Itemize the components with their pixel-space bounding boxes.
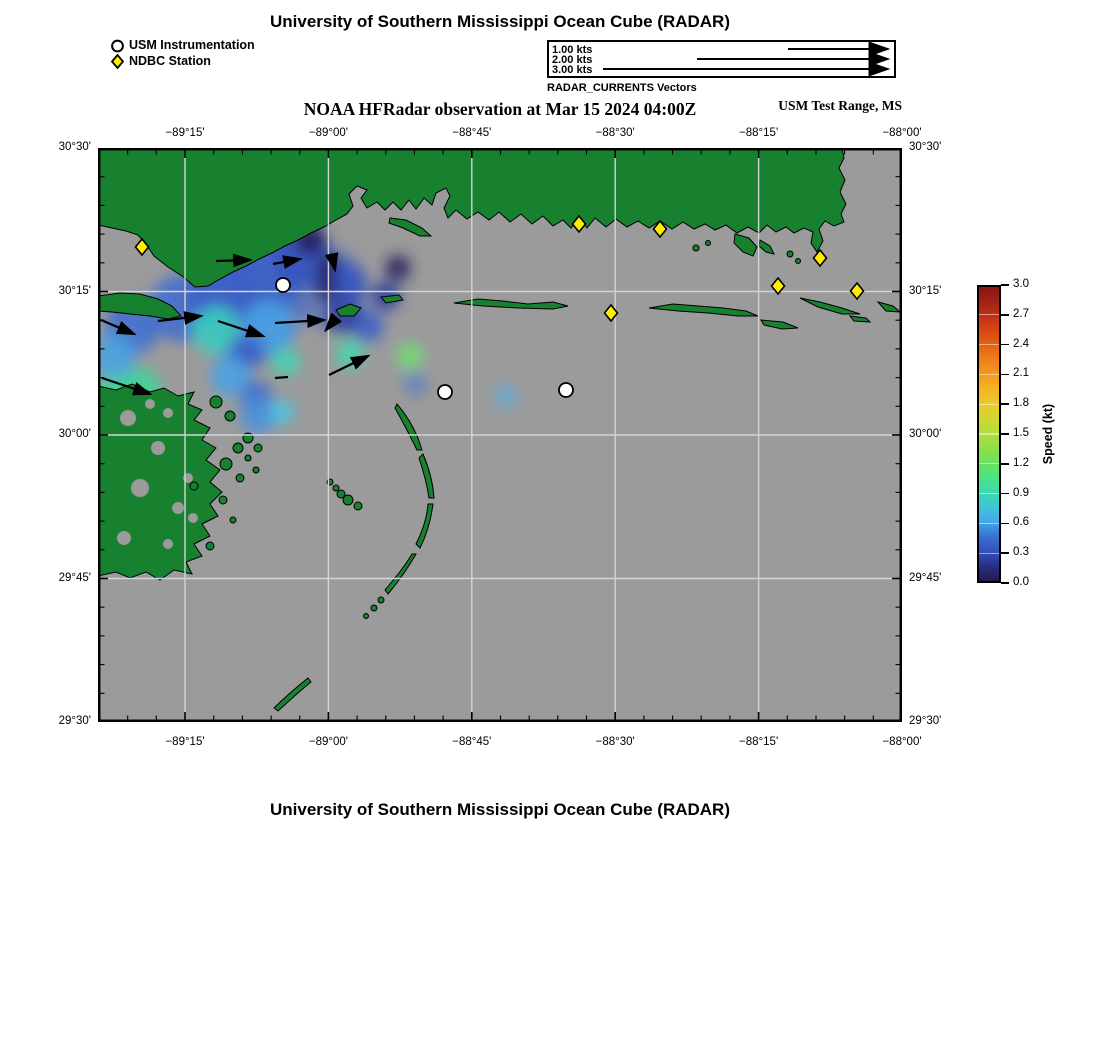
x-axis-label-top: −88°45' [452, 127, 492, 139]
colorbar-tick-label: 1.8 [1013, 397, 1029, 410]
y-axis-label-left: 30°15' [58, 284, 91, 297]
colorbar-gridline [979, 404, 999, 405]
x-axis-label-top: −89°15' [165, 127, 205, 139]
legend-ndbc-label: NDBC Station [129, 54, 211, 68]
colorbar-tick [1001, 374, 1009, 376]
colorbar-tick-label: 0.3 [1013, 546, 1029, 559]
y-axis-label-right: 30°00' [909, 428, 942, 440]
legend-row-usm [110, 37, 255, 53]
vector-scale-box [547, 40, 896, 78]
colorbar-gridline [979, 523, 999, 524]
colorbar-gridline [979, 374, 999, 375]
colorbar-tick [1001, 523, 1009, 525]
x-axis-label-bottom: −89°00' [308, 736, 348, 748]
map-legend [110, 37, 255, 69]
colorbar-gridline [979, 433, 999, 434]
y-axis-label-right: 29°45' [909, 571, 942, 584]
colorbar-tick [1001, 493, 1009, 495]
colorbar-tick-label: 0.9 [1013, 486, 1029, 499]
y-axis-label-right: 30°15' [909, 284, 942, 297]
vector-scale-arrows [549, 42, 894, 76]
colorbar-tick-label: 1.5 [1013, 427, 1029, 439]
vector-scale-label: 2.00 kts [552, 54, 593, 66]
y-axis-label-right: 30°30' [909, 141, 942, 153]
x-axis-label-top: −88°00' [882, 127, 922, 139]
y-axis-label-left: 30°00' [58, 428, 91, 440]
usm-station-marker [276, 278, 290, 292]
map-frame [98, 148, 902, 722]
colorbar-tick [1001, 284, 1009, 286]
x-axis-label-bottom: −88°30' [595, 736, 635, 748]
y-axis-label-left: 29°45' [58, 571, 91, 584]
colorbar-tick [1001, 403, 1009, 405]
observation-subtitle: NOAA HFRadar observation at Mar 15 2024 04:00Z [303, 99, 697, 119]
colorbar-tick [1001, 552, 1009, 554]
colorbar-tick-label: 0.0 [1013, 576, 1029, 588]
x-axis-label-bottom: −88°00' [882, 736, 922, 748]
x-axis-label-bottom: −88°45' [452, 736, 492, 748]
usm-instrumentation-icon [110, 38, 125, 53]
colorbar-gridline [979, 463, 999, 464]
usm-station-marker [559, 383, 573, 397]
vector-scale-caption: RADAR_CURRENTS Vectors [547, 82, 697, 94]
colorbar-tick-label: 1.2 [1013, 456, 1029, 469]
page-title: University of Southern Mississippi Ocean Cube (RADAR) [269, 12, 730, 31]
x-axis-label-top: −89°00' [308, 127, 348, 139]
colorbar-tick [1001, 433, 1009, 435]
colorbar-tick-label: 2.7 [1013, 307, 1029, 320]
colorbar-tick-label: 0.6 [1013, 516, 1029, 529]
region-label: USM Test Range, MS [778, 98, 902, 113]
y-axis-label-left: 30°30' [58, 141, 91, 153]
bottom-title: University of Southern Mississippi Ocean Cube (RADAR) [269, 800, 730, 819]
colorbar-tick [1001, 344, 1009, 346]
x-axis-label-bottom: −89°15' [165, 736, 205, 748]
usm-station-marker [438, 385, 452, 399]
colorbar-tick [1001, 463, 1009, 465]
x-axis-label-top: −88°30' [595, 127, 635, 139]
x-axis-label-top: −88°15' [739, 127, 779, 139]
colorbar-tick [1001, 582, 1009, 584]
vector-scale-label: 3.00 kts [552, 64, 593, 76]
colorbar-tick [1001, 314, 1009, 316]
colorbar-tick-label: 2.4 [1013, 337, 1029, 350]
vector-scale-label: 1.00 kts [552, 44, 593, 56]
x-axis-label-bottom: −88°15' [739, 736, 779, 748]
colorbar-tick-label: 3.0 [1013, 278, 1029, 290]
legend-row-ndbc [110, 53, 255, 69]
legend-usm-label: USM Instrumentation [129, 38, 255, 52]
colorbar-gridline [979, 344, 999, 345]
y-axis-label-right: 29°30' [909, 715, 942, 727]
colorbar-gridline [979, 553, 999, 554]
colorbar-tick-label: 2.1 [1013, 367, 1029, 380]
colorbar-gridline [979, 314, 999, 315]
y-axis-label-left: 29°30' [58, 715, 91, 727]
ndbc-station-icon [110, 54, 125, 69]
map [98, 148, 902, 722]
colorbar-title: Speed (kt) [1041, 403, 1055, 465]
colorbar-gridline [979, 493, 999, 494]
